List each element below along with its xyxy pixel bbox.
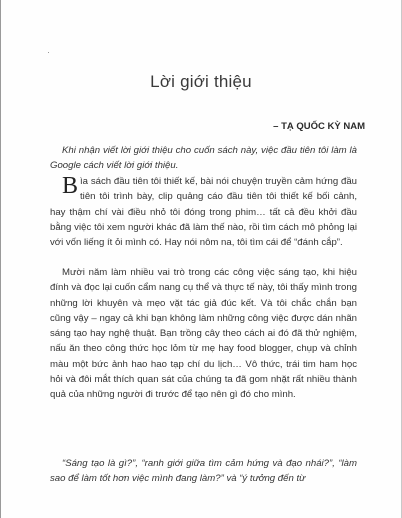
paragraph-1-text: ìa sách đầu tiên tôi thiết kế, bài nói chuyện truyền cảm hứng đầu tiên tôi trình bày, clip quảng cáo đầu tiên tôi thiết kế bối cảnh, hay thậm chí vài điều nhỏ tôi đóng trong phim… tất cả đều khởi đầu bằng việc tôi xem người khác đã làm thế nào, rồi tìm cách mô phỏng lại với vốn liếng ít ỏi mình có. Hay nói nôm na, tôi tìm cái để “đánh cắp”. — [50, 176, 357, 249]
paragraph-2: Mười năm làm nhiều vai trò trong các công việc sáng tạo, khi hiệu đính và đọc lại cuốn cẩm nang cụ thể và thực tế này, tôi thấy mình trong những lời khuyên và mẹo vặt tác giả đúc kết. Và tôi chắc chắn bạn cũng vậy – ngay cả khi bạn không làm những công việc được dán nhãn sáng tạo hay nghệ thuật. Bạn trồng cây theo cách ai đó đã thử nghiệm, nấu ăn theo công thức học lỏm từ mẹ hay food blogger, chụp và chỉnh màu một bức ảnh hao hao tạp chí du lịch… Vô thức, trái tim ham học hỏi và đôi mắt thích quan sát của chúng ta đã gom nhặt rất nhiều thành quả của những người đi trước để tạo nên gì đó cho mình. — [50, 267, 357, 401]
author-byline: – TẠ QUỐC KỲ NAM — [273, 121, 365, 132]
intro-paragraph: Khi nhận viết lời giới thiệu cho cuốn sách này, việc đầu tiên tôi làm là Google cách viết lời giới thiệu. — [50, 145, 357, 172]
page-speck — [48, 52, 49, 53]
drop-cap: B — [62, 173, 79, 199]
page-title: Lời giới thiệu — [150, 72, 252, 91]
paragraph-1 — [50, 174, 357, 250]
paragraph-3: “Sáng tạo là gì?”, “ranh giới giữa tìm cảm hứng và đạo nhái?”, “làm sao để làm tốt hơn việc mình đang làm?” và “ý tưởng đến từ — [50, 458, 357, 485]
